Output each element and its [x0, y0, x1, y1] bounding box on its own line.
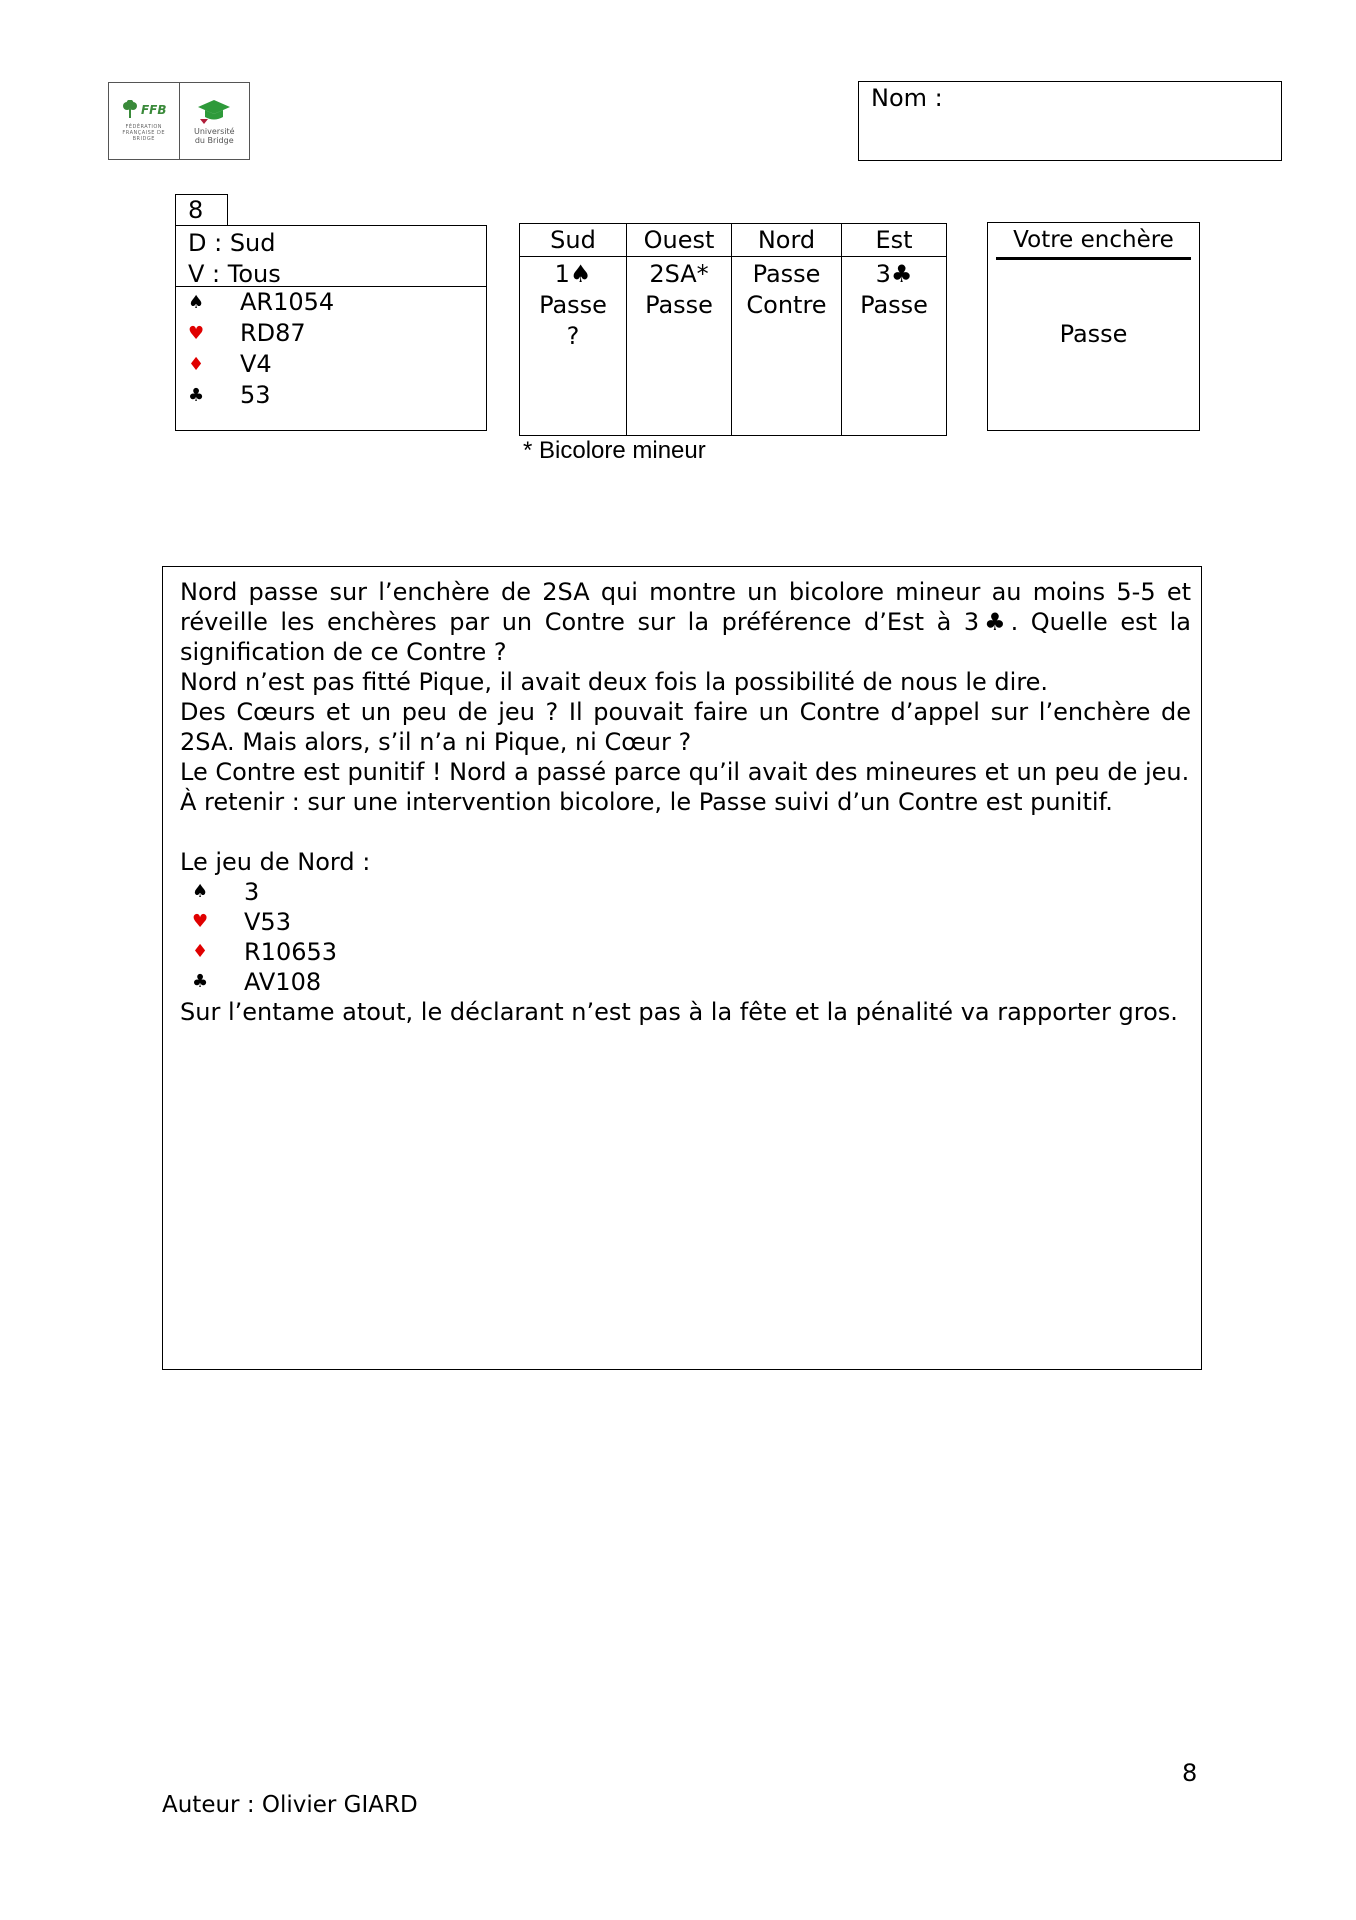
bid-column-ouest — [627, 257, 732, 436]
board-number: 8 — [175, 194, 228, 226]
commentary-box — [162, 566, 1202, 1370]
bid: Passe — [645, 291, 713, 319]
bidding-footnote: * Bicolore mineur — [523, 437, 706, 464]
suit-cards: AR1054 — [240, 288, 335, 316]
vulnerability: V : Tous — [188, 260, 281, 288]
divider — [996, 257, 1191, 260]
commentary-paragraph: Des Cœurs et un peu de jeu ? Il pouvait faire un Contre d’appel sur l’enchère de 2SA. Mais alors, s’il n’a ni Pique, ni Cœur ? — [180, 698, 1191, 756]
name-field[interactable] — [858, 81, 1282, 161]
bid-header-est: Est — [842, 224, 947, 257]
commentary-paragraph: À retenir : sur une intervention bicolore, le Passe suivi d’un Contre est punitif. — [180, 788, 1113, 816]
bid: Passe — [860, 291, 928, 319]
spade-icon: ♠ — [192, 881, 209, 902]
bid: 1♠ — [554, 260, 592, 288]
answer-box[interactable] — [987, 222, 1200, 431]
dealer: D : Sud — [188, 229, 276, 257]
south-hand — [176, 287, 486, 411]
commentary-paragraph: Le Contre est punitif ! Nord a passé parce qu’il avait des mineures et un peu de jeu. — [180, 758, 1190, 786]
author: Auteur : Olivier GIARD — [162, 1792, 418, 1818]
diamond-icon: ♦ — [188, 354, 205, 375]
commentary-conclusion: Sur l’entame atout, le déclarant n’est pas à la fête et la pénalité va rapporter gros. — [180, 998, 1178, 1026]
ffb-text: FFB — [140, 103, 167, 117]
suit-cards: R10653 — [244, 938, 338, 966]
bid-question: ? — [566, 322, 580, 350]
south-hand-box — [175, 225, 487, 431]
hand-suit-row — [188, 318, 474, 349]
bidding-table — [519, 223, 947, 436]
bid-header-ouest: Ouest — [627, 224, 732, 257]
hand-suit-row — [180, 907, 1191, 937]
hand-suit-row — [180, 937, 1191, 967]
suit-cards: 53 — [240, 381, 271, 409]
ub-line1: Université — [193, 126, 235, 136]
suit-cards: RD87 — [240, 319, 306, 347]
bid: 3♣ — [875, 260, 913, 288]
club-icon: ♣ — [188, 385, 205, 406]
spade-icon: ♠ — [188, 292, 205, 313]
hand-suit-row — [180, 877, 1191, 907]
answer-title: Votre enchère — [1013, 227, 1174, 253]
suit-cards: AV108 — [244, 968, 322, 996]
logo — [108, 82, 250, 160]
heart-icon: ♥ — [192, 911, 209, 932]
hand-suit-row — [188, 380, 474, 411]
bid: Passe — [752, 260, 821, 288]
hand-suit-row — [188, 349, 474, 380]
bid-header-sud: Sud — [520, 224, 627, 257]
graduation-cap-icon — [196, 98, 232, 124]
north-hand — [180, 877, 1191, 997]
ffb-caption: FÉDÉRATION FRANÇAISE DE BRIDGE — [122, 124, 166, 142]
commentary-paragraph: Nord n’est pas fitté Pique, il avait deux fois la possibilité de nous le dire. — [180, 668, 1049, 696]
hand-suit-row — [180, 967, 1191, 997]
commentary-paragraph: Nord passe sur l’enchère de 2SA qui montre un bicolore mineur au moins 5-5 et réveille les enchères par un Contre sur la préférence d’Est à 3♣. Quelle est la signification de ce Contre ? — [180, 578, 1191, 666]
diamond-icon: ♦ — [192, 941, 209, 962]
suit-cards: V4 — [240, 350, 272, 378]
universite-logo — [179, 83, 250, 159]
name-label: Nom : — [871, 84, 943, 112]
bid: 2SA* — [649, 260, 709, 288]
ub-line2: du Bridge — [194, 135, 234, 145]
bid-column-est — [842, 257, 947, 436]
suit-cards: V53 — [244, 908, 291, 936]
north-hand-title: Le jeu de Nord : — [180, 848, 371, 876]
tree-icon — [121, 100, 139, 120]
suit-cards: 3 — [244, 878, 260, 906]
page-number: 8 — [1182, 1759, 1198, 1787]
ffb-logo — [109, 83, 179, 159]
bid-column-nord — [732, 257, 842, 436]
bid: Passe — [539, 291, 607, 319]
club-icon: ♣ — [192, 971, 209, 992]
bid-column-sud — [520, 257, 627, 436]
answer-value: Passe — [1059, 320, 1128, 348]
hand-suit-row — [188, 287, 474, 318]
bid-header-nord: Nord — [732, 224, 842, 257]
bid: Contre — [746, 291, 827, 319]
heart-icon: ♥ — [188, 323, 205, 344]
